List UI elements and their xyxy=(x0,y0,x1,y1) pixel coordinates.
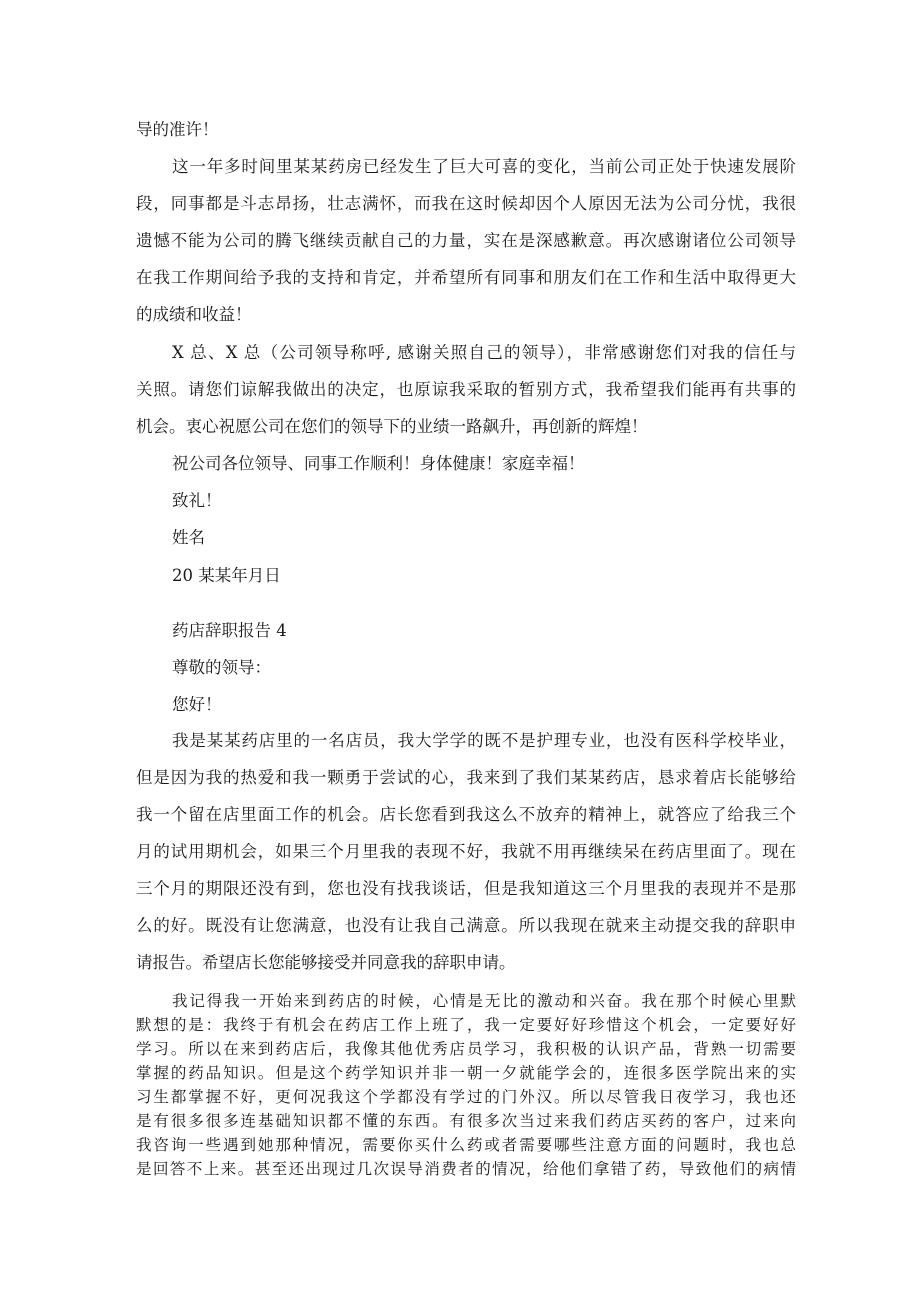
text-line: 这一年多时间里某某药房已经发生了巨大可喜的变化，当前公司正处于快速发展阶 xyxy=(172,157,796,176)
greeting: 尊敬的领导： xyxy=(172,658,271,677)
text-line: 我记得我一开始来到药店的时候，心情是无比的激动和兴奋。我在那个时候心里默 xyxy=(172,992,796,1010)
text-line: 遗憾不能为公司的腾飞继续贡献自己的力量，实在是深感歉意。再次感谢诸位公司领导 xyxy=(136,231,796,250)
signature-date: 20 某某年月日 xyxy=(172,566,281,585)
text-line: X 总、X 总（公司领导称呼, 感谢关照自己的领导），非常感谢您们对我的信任与 xyxy=(172,343,796,362)
text-line: 是有很多很多连基础知识都不懂的东西。有很多次当过来我们药店买药的客户，过来向 xyxy=(136,1112,796,1130)
text-line: 我是某某药店里的一名店员，我大学学的既不是护理专业，也没有医科学校毕业， xyxy=(172,731,796,750)
text-line: 我咨询一些遇到她那种情况，需要你买什么药或者需要哪些注意方面的问题时，我也总 xyxy=(136,1136,796,1154)
wishes-line: 祝公司各位领导、同事工作顺利！身体健康！家庭幸福！ xyxy=(172,454,585,473)
text-line: 机会。衷心祝愿公司在您们的领导下的业绩一路飙升，再创新的辉煌！ xyxy=(136,417,648,436)
text-line: 导的准许！ xyxy=(136,120,219,139)
text-line: 我一个留在店里面工作的机会。店长您看到我这么不放弃的精神上，就答应了给我三个 xyxy=(136,805,796,824)
signature-name: 姓名 xyxy=(172,528,205,547)
hello: 您好！ xyxy=(172,695,222,714)
section-title: 药店辞职报告 4 xyxy=(172,621,287,640)
text-line: 段，同事都是斗志昂扬，壮志满怀，而我在这时候却因个人原因无法为公司分忧，我很 xyxy=(136,194,796,213)
salutation: 致礼！ xyxy=(172,491,222,510)
text-line: 习生都掌握不好，更何况我这个学都没有学过的门外汉。所以尽管我日夜学习，我也还 xyxy=(136,1088,796,1106)
text-line: 掌握的药品知识。但是这个药学知识并非一朝一夕就能学会的，连很多医学院出来的实 xyxy=(136,1064,796,1082)
text-line: 的成绩和收益！ xyxy=(136,305,252,324)
text-line: 在我工作期间给予我的支持和肯定，并希望所有同事和朋友们在工作和生活中取得更大 xyxy=(136,268,796,287)
text-line: 月的试用期机会，如果三个月里我的表现不好，我就不用再继续呆在药店里面了。现在 xyxy=(136,842,796,861)
text-line: 么的好。既没有让您满意，也没有让我自己满意。所以我现在就来主动提交我的辞职申 xyxy=(136,916,796,935)
text-line: 三个月的期限还没有到，您也没有找我谈话，但是我知道这三个月里我的表现并不是那 xyxy=(136,879,796,898)
text-line: 默想的是：我终于有机会在药店工作上班了，我一定要好好珍惜这个机会，一定要好好 xyxy=(136,1016,796,1034)
text-line: 学习。所以在来到药店后，我像其他优秀店员学习，我积极的认识产品，背熟一切需要 xyxy=(136,1040,796,1058)
text-line: 是回答不上来。甚至还出现过几次误导消费者的情况，给他们拿错了药，导致他们的病情 xyxy=(136,1160,796,1178)
text-line: 请报告。希望店长您能够接受并同意我的辞职申请。 xyxy=(136,953,516,972)
text-line: 关照。请您们谅解我做出的决定，也原谅我采取的暂别方式，我希望我们能再有共事的 xyxy=(136,380,796,399)
text-line: 但是因为我的热爱和我一颗勇于尝试的心，我来到了我们某某药店，恳求着店长能够给 xyxy=(136,768,796,787)
